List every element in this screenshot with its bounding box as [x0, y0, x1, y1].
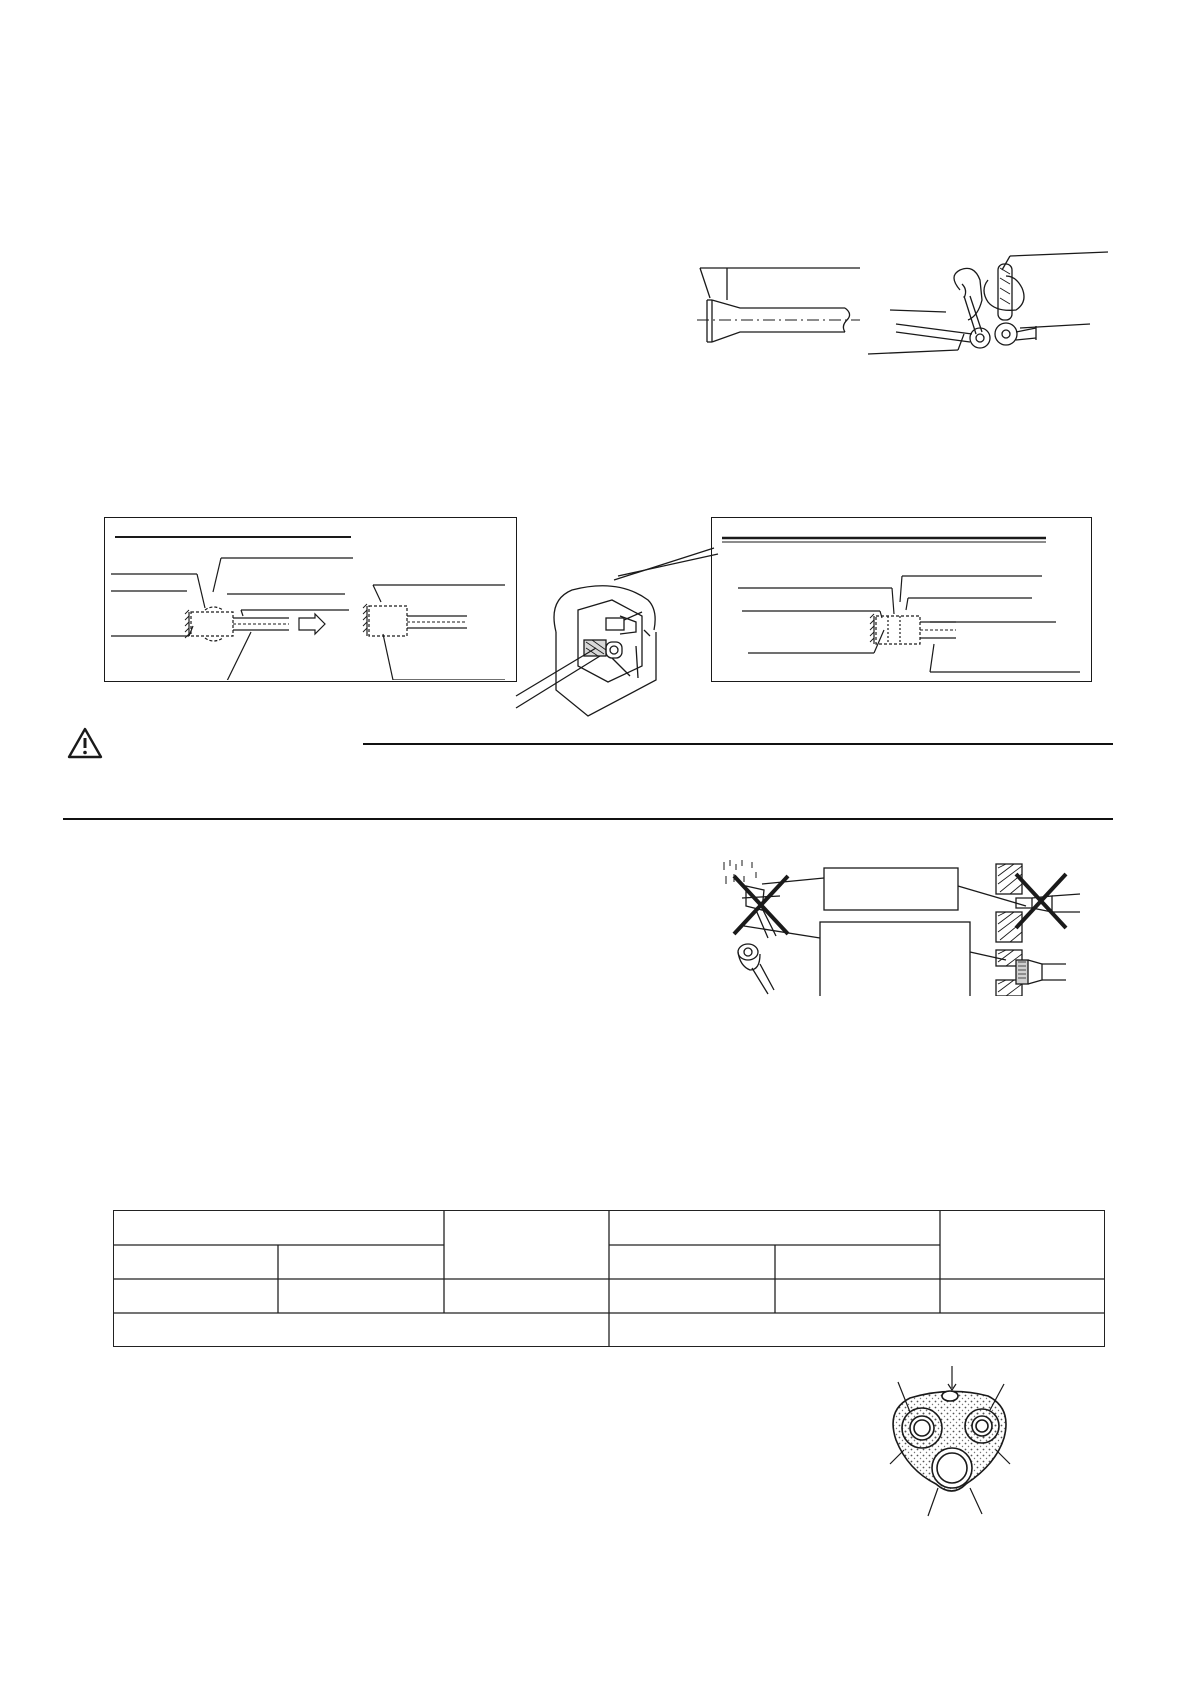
spec-table	[113, 1210, 1105, 1347]
table-cell	[114, 1314, 610, 1348]
warning-rule	[363, 743, 1113, 745]
wrench-tightening-figure	[860, 250, 1120, 368]
pipe-end-protection-figure	[716, 856, 1096, 996]
connector-lines	[610, 544, 720, 584]
table-header-cell	[114, 1211, 445, 1246]
flare-connection-detail-left	[104, 517, 517, 682]
table-header-cell	[941, 1211, 1106, 1280]
table-header-cell	[445, 1211, 610, 1280]
flare-connection-detail-right	[711, 517, 1092, 682]
table-cell	[114, 1280, 279, 1314]
flare-pipe-figure	[695, 258, 875, 358]
warning-triangle-icon	[67, 727, 103, 759]
valve-unit-figure	[508, 560, 708, 750]
section-divider	[63, 818, 1113, 820]
insulated-pipe-bundle-figure	[880, 1364, 1020, 1534]
table-header-cell	[610, 1211, 941, 1246]
